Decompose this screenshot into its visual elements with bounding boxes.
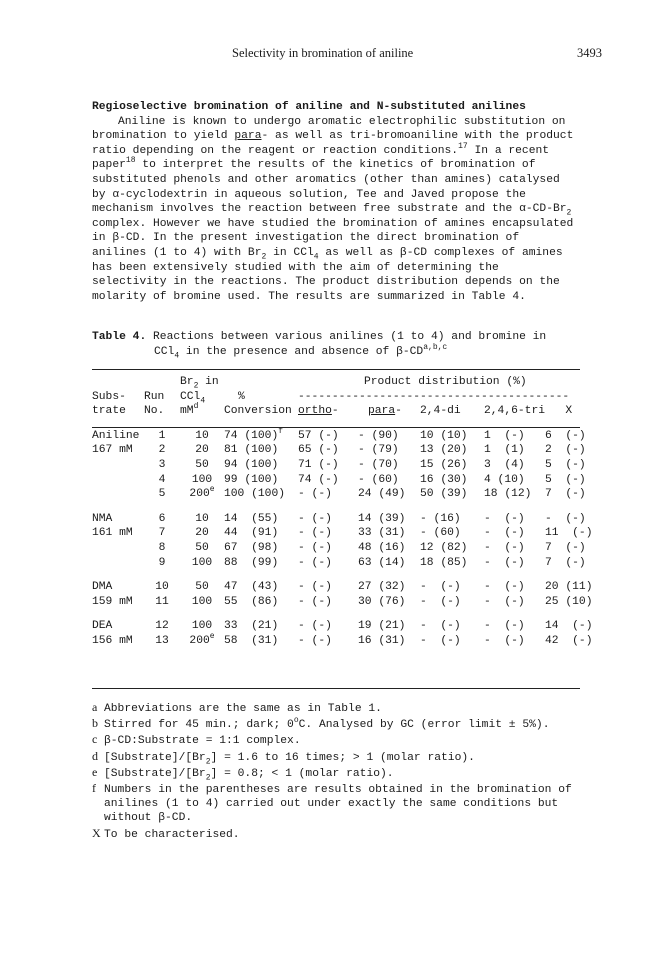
cell-br2: 200e bbox=[189, 632, 215, 647]
table-row bbox=[92, 635, 593, 650]
cell-246tri: 1 (-) bbox=[484, 429, 525, 442]
paragraph-line: substituted phenols and other aromatics (other than amines) catalysed bbox=[92, 173, 560, 186]
cell-24di: - (-) bbox=[420, 620, 461, 633]
group-spacer bbox=[92, 503, 593, 513]
col-header-trate: trate bbox=[92, 405, 126, 418]
cell-x: 42 (-) bbox=[545, 634, 593, 647]
cell-24di: 10 (10) bbox=[420, 429, 468, 442]
cell-24di: 50 (39) bbox=[420, 488, 468, 501]
cell-conversion: 33 (21) bbox=[224, 620, 279, 633]
cell-ortho: - (-) bbox=[298, 488, 332, 501]
cell-x: 6 (-) bbox=[545, 429, 586, 442]
cell-para: - (90) bbox=[358, 429, 399, 442]
cell-24di: - (-) bbox=[420, 595, 461, 608]
footnote-mark: e bbox=[92, 764, 98, 779]
footnote: f Numbers in the parentheses are results obtained in the bromination of bbox=[92, 781, 572, 797]
section-heading: Regioselective bromination of aniline and N-substituted anilines bbox=[92, 101, 526, 113]
paragraph-line: bromination to yield para- as well as tri-bromoaniline with the product bbox=[92, 130, 574, 143]
cell-run: 9 bbox=[158, 556, 166, 569]
cell-ortho: 65 (-) bbox=[298, 444, 339, 457]
cell-ortho: - (-) bbox=[298, 556, 332, 569]
cell-ortho: - (-) bbox=[298, 512, 332, 525]
table-bottom-rule bbox=[92, 688, 580, 689]
cell-run: 6 bbox=[158, 512, 166, 525]
footnotes bbox=[92, 700, 592, 842]
cell-substrate: NMA bbox=[92, 512, 113, 525]
table-header-row bbox=[92, 405, 593, 420]
footnote-mark: c bbox=[92, 732, 98, 747]
cell-246tri: - (-) bbox=[484, 581, 525, 594]
cell-246tri: - (-) bbox=[484, 634, 525, 647]
cell-run: 13 bbox=[155, 634, 169, 647]
cell-x: - (-) bbox=[545, 512, 586, 525]
cell-24di: - (-) bbox=[420, 581, 461, 594]
cell-24di: 15 (26) bbox=[420, 458, 468, 471]
cell-substrate bbox=[92, 459, 144, 474]
footnote: anilines (1 to 4) carried out under exactly the same conditions but bbox=[104, 798, 559, 811]
col-header-product-distribution: Product distribution (%) bbox=[364, 376, 527, 388]
cell-24di: - (-) bbox=[420, 634, 461, 647]
cell-conversion: 99 (100) bbox=[224, 473, 279, 486]
col-header-246tri: 2,4,6-tri bbox=[484, 405, 546, 418]
table-row bbox=[92, 581, 593, 596]
paragraph-line: Aniline is known to undergo aromatic electrophilic substitution on bbox=[118, 115, 566, 128]
cell-br2: 50 bbox=[195, 581, 209, 594]
cell-24di: - (60) bbox=[420, 527, 461, 540]
cell-substrate: DMA bbox=[92, 581, 113, 594]
cell-conversion: 74 $(100)^f$ bbox=[224, 427, 284, 442]
cell-ortho: - (-) bbox=[298, 581, 332, 594]
col-header-subs: Subs- bbox=[92, 390, 126, 403]
cell-substrate bbox=[92, 557, 144, 572]
cell-substrate: DEA bbox=[92, 620, 113, 633]
footnote-mark: f bbox=[92, 781, 96, 796]
cell-x: 7 (-) bbox=[545, 541, 586, 554]
cell-24di: - (16) bbox=[420, 512, 461, 525]
cell-ortho: - (-) bbox=[298, 620, 332, 633]
cell-br2: 10 bbox=[195, 512, 209, 525]
table-row bbox=[92, 513, 593, 528]
col-header-ccl4: CCl$_4$ bbox=[180, 390, 206, 405]
cell-246tri: 1 (1) bbox=[484, 444, 525, 457]
cell-246tri: - (-) bbox=[484, 595, 525, 608]
footnote: d $[Substrate]/[Br_2] = 1.6$ to 16 times; > 1 (molar ratio). bbox=[92, 748, 475, 766]
cell-br2: 50 bbox=[195, 458, 209, 471]
col-header-conversion: Conversion bbox=[224, 405, 292, 418]
cell-substrate: 156 mM bbox=[92, 634, 133, 647]
cell-x: 14 (-) bbox=[545, 620, 593, 633]
cell-246tri: 4 (10) bbox=[484, 473, 525, 486]
cell-br2: 200e bbox=[189, 485, 215, 501]
cell-para: - (79) bbox=[358, 444, 399, 457]
table-header-row bbox=[92, 391, 593, 406]
cell-run: 8 bbox=[158, 541, 166, 554]
footnote: b Stirred for 45 min.; dark; 0$^o$C. Analysed by GC (error limit ± 5%). bbox=[92, 716, 550, 732]
table-row bbox=[92, 459, 593, 474]
cell-ortho: - (-) bbox=[298, 541, 332, 554]
col-header-24di: 2,4-di bbox=[420, 405, 461, 418]
col-header-percent: % bbox=[238, 390, 245, 403]
table-row bbox=[92, 596, 593, 611]
table-row bbox=[92, 527, 593, 542]
cell-run: 7 bbox=[158, 527, 166, 540]
cell-conversion: 88 (99) bbox=[224, 556, 279, 569]
col-header-mm: $mM^d$ bbox=[180, 402, 199, 418]
paragraph-line: by α-cyclodextrin in aqueous solution, Tee and Javed propose the bbox=[92, 188, 526, 201]
footnote: without β-CD. bbox=[104, 812, 193, 825]
cell-246tri: 3 (4) bbox=[484, 458, 525, 471]
table-row bbox=[92, 444, 593, 459]
cell-run: 5 bbox=[158, 488, 166, 501]
cell-conversion: 100 (100) bbox=[224, 488, 286, 501]
table-header-row bbox=[92, 376, 593, 391]
cell-ortho: - (-) bbox=[298, 634, 332, 647]
cell-br2: 20 bbox=[195, 527, 209, 540]
col-header-ortho: ortho- bbox=[298, 405, 339, 418]
cell-x: 20 (11) bbox=[545, 581, 593, 594]
results-table bbox=[92, 376, 593, 650]
cell-run: 3 bbox=[158, 458, 166, 471]
cell-para: - (70) bbox=[358, 458, 399, 471]
paragraph-line: in β-CD. In the present investigation the direct bromination of bbox=[92, 232, 520, 245]
cell-para: 30 (76) bbox=[358, 595, 406, 608]
paragraph-line: ratio depending on the reagent or reaction conditions.$^{17}$ In a recent bbox=[92, 142, 550, 157]
paragraph-line: molarity of bromine used. The results are summarized in Table 4. bbox=[92, 290, 526, 303]
cell-ortho: 71 (-) bbox=[298, 458, 339, 471]
cell-24di: 18 (85) bbox=[420, 556, 468, 569]
cell-246tri: - (-) bbox=[484, 512, 525, 525]
cell-para: 19 (21) bbox=[358, 620, 406, 633]
col-header-br2: $Br_2$ in bbox=[180, 376, 219, 391]
col-header-run: Run bbox=[144, 390, 165, 403]
cell-para: 16 (31) bbox=[358, 634, 406, 647]
cell-ortho: - (-) bbox=[298, 595, 332, 608]
cell-para: 48 (16) bbox=[358, 541, 406, 554]
group-spacer bbox=[92, 610, 593, 620]
cell-ortho: 74 (-) bbox=[298, 473, 339, 486]
paragraph-line: mechanism involves the reaction between free substrate and the $\alpha-CD-Br_2$ bbox=[92, 203, 572, 218]
footnote: c β-CD:Substrate = 1:1 complex. bbox=[92, 732, 301, 748]
cell-substrate: 167 mM bbox=[92, 444, 133, 457]
cell-x: 7 (-) bbox=[545, 556, 586, 569]
paragraph-line: complex. However we have studied the bromination of amines encapsulated bbox=[92, 217, 574, 230]
footnote-mark: X bbox=[92, 825, 101, 840]
group-spacer bbox=[92, 571, 593, 581]
cell-ortho: - (-) bbox=[298, 527, 332, 540]
page-number: 3493 bbox=[577, 46, 602, 60]
cell-conversion: 47 (43) bbox=[224, 581, 279, 594]
cell-substrate bbox=[92, 474, 144, 489]
cell-conversion: 67 (98) bbox=[224, 541, 279, 554]
table-row bbox=[92, 620, 593, 635]
table-row bbox=[92, 474, 593, 489]
cell-br2: 20 bbox=[195, 444, 209, 457]
table-label: Table 4. bbox=[92, 331, 147, 343]
cell-246tri: - (-) bbox=[484, 527, 525, 540]
cell-x: 5 (-) bbox=[545, 458, 586, 471]
cell-substrate bbox=[92, 542, 144, 557]
cell-246tri: - (-) bbox=[484, 541, 525, 554]
cell-24di: 16 (30) bbox=[420, 473, 468, 486]
cell-run: 10 bbox=[155, 581, 169, 594]
cell-para: 63 (14) bbox=[358, 556, 406, 569]
cell-run: 12 bbox=[155, 620, 169, 633]
footnote: a Abbreviations are the same as in Table 1. bbox=[92, 700, 382, 715]
cell-run: 1 bbox=[158, 429, 166, 442]
cell-conversion: 55 (86) bbox=[224, 595, 279, 608]
cell-x: 7 (-) bbox=[545, 488, 586, 501]
cell-br2: 100 bbox=[191, 620, 213, 633]
cell-para: 24 (49) bbox=[358, 488, 406, 501]
cell-para: 27 (32) bbox=[358, 581, 406, 594]
paragraph-line: has been extensively studied with the aim of determining the bbox=[92, 261, 499, 274]
cell-x: 11 (-) bbox=[545, 527, 593, 540]
cell-br2: 100 bbox=[191, 473, 213, 486]
cell-run: 2 bbox=[158, 444, 166, 457]
cell-substrate: Aniline bbox=[92, 429, 140, 442]
cell-x: 25 (10) bbox=[545, 595, 593, 608]
table-top-rule bbox=[92, 369, 580, 370]
col-header-no: No. bbox=[144, 405, 165, 418]
footnote-mark: b bbox=[92, 716, 98, 731]
cell-run: 4 bbox=[158, 473, 166, 486]
cell-24di: 13 (20) bbox=[420, 444, 468, 457]
table-caption: Table 4. Reactions between various anilines (1 to 4) and bromine in CCl$_4$ in the presence and absence of β-CD$^{a,b,c}$ bbox=[92, 331, 547, 360]
cell-para: 33 (31) bbox=[358, 527, 406, 540]
footnote-mark: a bbox=[92, 700, 98, 714]
paragraph-line: selectivity in the reactions. The product distribution depends on the bbox=[92, 276, 560, 289]
table-row bbox=[92, 488, 593, 503]
footnote-mark: d bbox=[92, 748, 98, 763]
cell-conversion: 94 (100) bbox=[224, 458, 279, 471]
table-header-rule bbox=[92, 427, 580, 428]
cell-x: 2 (-) bbox=[545, 444, 586, 457]
cell-br2: 100 bbox=[191, 595, 213, 608]
paragraph bbox=[92, 115, 582, 305]
cell-substrate: 161 mM bbox=[92, 527, 133, 540]
cell-conversion: 44 (91) bbox=[224, 527, 279, 540]
cell-substrate bbox=[92, 488, 144, 503]
cell-ortho: 57 (-) bbox=[298, 429, 339, 442]
cell-246tri: - (-) bbox=[484, 556, 525, 569]
cell-246tri: 18 (12) bbox=[484, 488, 532, 501]
cell-conversion: 81 (100) bbox=[224, 444, 279, 457]
cell-conversion: 58 (31) bbox=[224, 634, 279, 647]
body-text bbox=[92, 100, 582, 304]
footnote: e $[Substrate]/[Br_2] = 0.8$; < 1 (molar ratio). bbox=[92, 764, 394, 783]
paragraph-line: paper$^{18}$ to interpret the results of the kinetics of bromination of bbox=[92, 156, 536, 172]
cell-br2: 100 bbox=[191, 556, 213, 569]
cell-para: - (60) bbox=[358, 473, 399, 486]
table-row bbox=[92, 542, 593, 557]
cell-br2: 10 bbox=[195, 429, 209, 442]
cell-run: 11 bbox=[155, 595, 169, 608]
col-header-x: X bbox=[565, 405, 573, 418]
cell-para: 14 (39) bbox=[358, 512, 406, 525]
col-header-para: para- bbox=[368, 405, 402, 418]
running-head-title: Selectivity in bromination of aniline bbox=[232, 46, 414, 60]
header-dash-rule: ---------------------------------------- bbox=[298, 390, 570, 403]
header-spacer bbox=[92, 420, 593, 430]
footnote: X To be characterised. bbox=[92, 825, 240, 841]
cell-conversion: 14 (55) bbox=[224, 512, 279, 525]
cell-br2: 50 bbox=[195, 541, 209, 554]
table-row bbox=[92, 557, 593, 572]
paragraph-line: anilines (1 to 4) with $Br_2$ in CCl$_4$ as well as β-CD complexes of amines bbox=[92, 246, 563, 262]
cell-substrate: 159 mM bbox=[92, 595, 133, 608]
cell-x: 5 (-) bbox=[545, 473, 586, 486]
cell-246tri: - (-) bbox=[484, 620, 525, 633]
cell-24di: 12 (82) bbox=[420, 541, 468, 554]
table-row bbox=[92, 430, 593, 445]
